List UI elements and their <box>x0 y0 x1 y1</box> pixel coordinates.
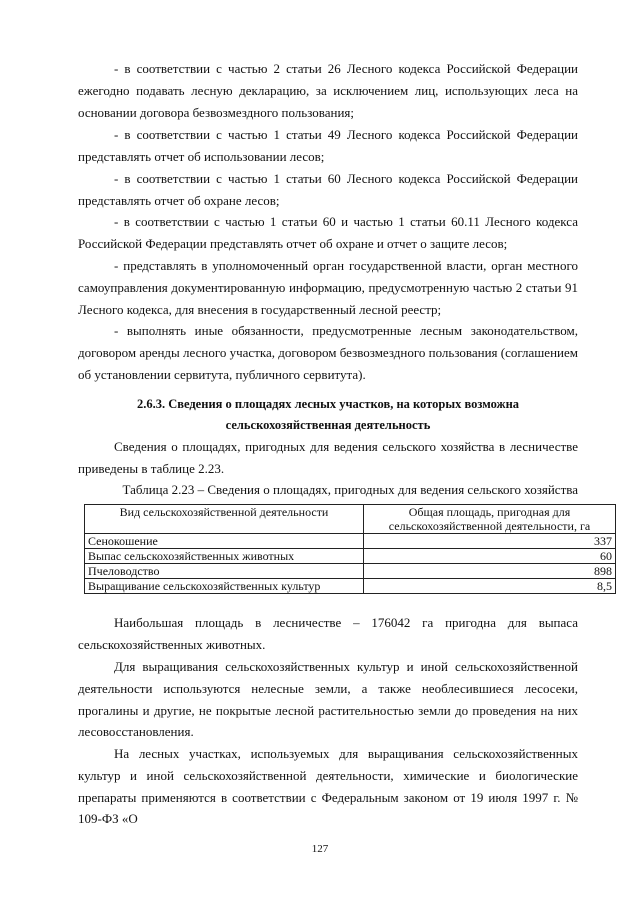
agricultural-areas-table <box>84 504 616 594</box>
area-cell: 60 <box>364 549 616 564</box>
table-caption: Таблица 2.23 – Сведения о площадях, пригодных для ведения сельского хозяйства <box>122 482 578 497</box>
paragraph-chemicals: На лесных участках, используемых для выращивания сельскохозяйственных культур и иной сельскохозяйственной деятельности, химические и биологические препараты применяются в соответствии с Федеральным законом от 19 июля 1997 г. № 109-ФЗ «О <box>78 746 578 827</box>
table-row <box>85 549 616 564</box>
paragraph-report-protection: - в соответствии с частью 1 статьи 60 Лесного кодекса Российской Федерации представлять отчет об охране лесов; <box>78 171 578 208</box>
paragraph-declaration: - в соответствии с частью 2 статьи 26 Лесного кодекса Российской Федерации ежегодно подавать лесную декларацию, за исключением лиц, использующих леса на основании договора безвозмездного пользования; <box>78 61 578 120</box>
paragraph-non-forest-lands: Для выращивания сельскохозяйственных культур и иной сельскохозяйственной деятельности используются нелесные земли, а также необлесившиеся лесосеки, прогалины и другие, не покрытые лесной растительностью земли до проведения на них лесовосстановления. <box>78 659 578 740</box>
paragraph-intro: Сведения о площадях, пригодных для ведения сельского хозяйства в лесничестве приведены в таблице 2.23. <box>78 439 578 476</box>
activity-cell: Сенокошение <box>85 534 364 549</box>
column-header-area: Общая площадь, пригодная для сельскохозяйственной деятельности, га <box>364 505 616 534</box>
area-cell: 898 <box>364 564 616 579</box>
page-number: 127 <box>311 843 329 855</box>
paragraph-largest-area: Наибольшая площадь в лесничестве – 176042 га пригодна для выпаса сельскохозяйственных животных. <box>78 615 578 652</box>
table-row <box>85 534 616 549</box>
paragraph-report-protection-defense: - в соответствии с частью 1 статьи 60 и частью 1 статьи 60.11 Лесного кодекса Российской Федерации представлять отчет об охране и отчет о защите лесов; <box>78 214 578 251</box>
paragraph-report-usage: - в соответствии с частью 1 статьи 49 Лесного кодекса Российской Федерации представлять отчет об использовании лесов; <box>78 127 578 164</box>
activity-cell: Выпас сельскохозяйственных животных <box>85 549 364 564</box>
section-heading-line2: сельскохозяйственная деятельность <box>225 418 431 432</box>
area-cell: 337 <box>364 534 616 549</box>
paragraph-registry-info: - представлять в уполномоченный орган государственной власти, орган местного самоуправления документированную информацию, предусмотренную частью 2 статьи 91 Лесного кодекса, для внесения в государственный лесной реестр; <box>78 258 578 317</box>
table-row <box>85 579 616 594</box>
area-cell: 8,5 <box>364 579 616 594</box>
column-header-activity: Вид сельскохозяйственной деятельности <box>85 505 364 534</box>
paragraph-other-duties: - выполнять иные обязанности, предусмотренные лесным законодательством, договором аренды лесного участка, договором безвозмездного пользования (соглашением об установлении сервитута, публичного сервитута). <box>78 323 578 382</box>
activity-cell: Выращивание сельскохозяйственных культур <box>85 579 364 594</box>
table-header-row <box>85 505 616 534</box>
section-heading-line1: 2.6.3. Сведения о площадях лесных участков, на которых возможна <box>136 397 520 411</box>
activity-cell: Пчеловодство <box>85 564 364 579</box>
table-row <box>85 564 616 579</box>
